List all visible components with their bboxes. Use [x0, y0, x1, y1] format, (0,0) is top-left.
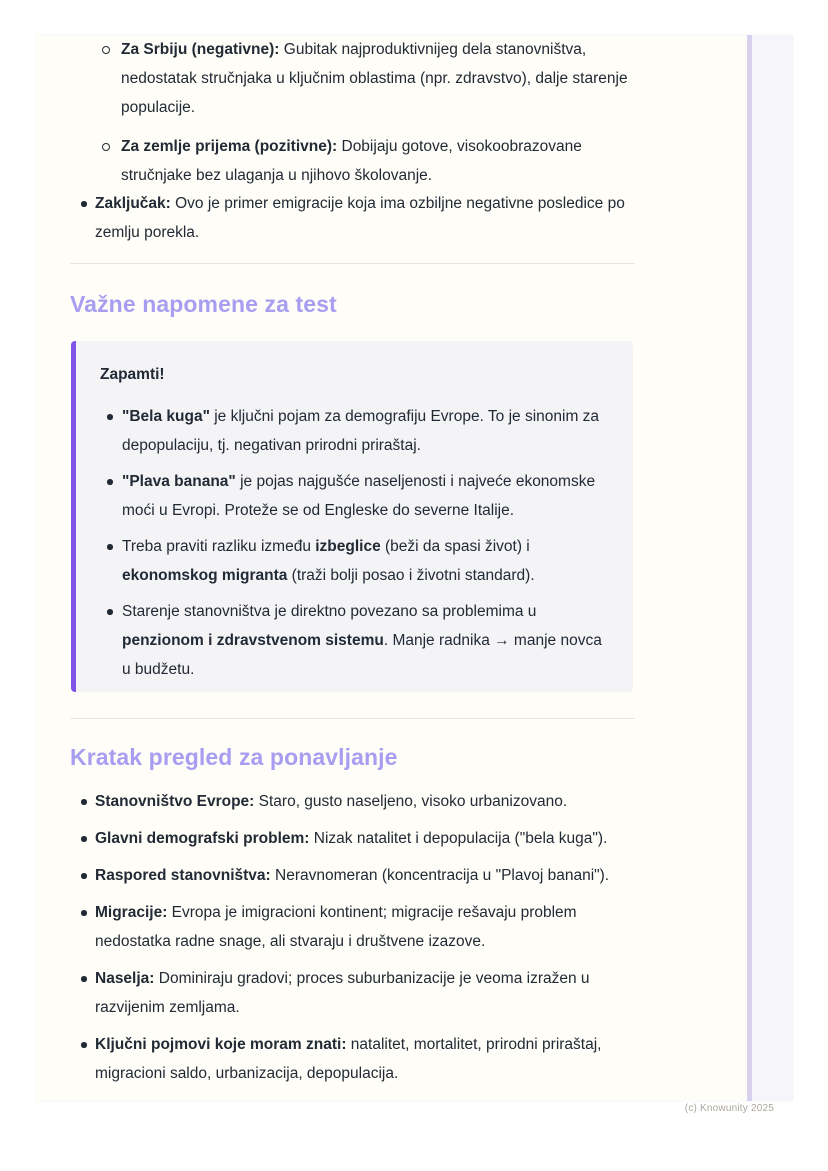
list-item [100, 532, 605, 590]
list-item [70, 1030, 635, 1088]
bullet-marker [81, 910, 87, 916]
list-item-text: "Plava banana" je pojas najgušće naseljenosti i najveće ekonomske moći u Evropi. Proteže se od Engleske do severne Italije. [122, 473, 596, 519]
bullet-marker [107, 609, 113, 615]
emigration-effects-sublist [70, 35, 635, 190]
bullet-marker [81, 1042, 87, 1048]
notes-section-heading: Važne napomene za test [70, 291, 337, 317]
list-item [70, 861, 635, 890]
bullet-marker [107, 479, 113, 485]
list-item-text: Ključni pojmovi koje moram znati: natalitet, mortalitet, prirodni priraštaj, migracioni saldo, urbanizacija, depopulacija. [95, 1036, 602, 1082]
bullet-marker [107, 544, 113, 550]
list-item [100, 467, 605, 525]
list-item-text: Raspored stanovništva: Neravnomeran (koncentracija u "Plavoj banani"). [95, 867, 610, 884]
bullet-marker [107, 414, 113, 420]
bullet-marker [102, 143, 110, 151]
review-list [70, 787, 635, 1088]
section-divider [70, 718, 635, 719]
list-item-text: Migracije: Evropa je imigracioni kontinent; migracije rešavaju problem nedostatka radne snage, ali stvaraju i društvene izazove. [95, 904, 577, 950]
remember-callout [71, 341, 633, 692]
list-item-text: Glavni demografski problem: Nizak natalitet i depopulacija ("bela kuga"). [95, 830, 608, 847]
callout-list [100, 402, 605, 684]
list-item-text: Zaključak: Ovo je primer emigracije koja ima ozbiljne negativne posledice po zemlju porekla. [95, 195, 625, 241]
list-item [70, 824, 635, 853]
callout-title: Zapamti! [100, 366, 165, 383]
bullet-marker [81, 873, 87, 879]
list-item-text: Naselja: Dominiraju gradovi; proces suburbanizacije je veoma izražen u razvijenim zemljama. [95, 970, 590, 1016]
list-item [100, 402, 605, 460]
list-item [100, 597, 605, 684]
bullet-marker [81, 836, 87, 842]
list-item-text: Treba praviti razliku između izbeglice (beži da spasi život) i ekonomskog migranta (traži bolji posao i životni standard). [122, 538, 535, 584]
bullet-marker [102, 46, 110, 54]
bullet-marker [81, 201, 87, 207]
list-item-text: Stanovništvo Evrope: Staro, gusto naseljeno, visoko urbanizovano. [95, 793, 568, 810]
review-section-heading: Kratak pregled za ponavljanje [70, 744, 398, 770]
list-item [70, 964, 635, 1022]
list-item [70, 189, 635, 247]
conclusion-list [70, 189, 635, 247]
list-item [70, 787, 635, 816]
bullet-marker [81, 799, 87, 805]
page-edge-strip [752, 35, 793, 1101]
list-item [70, 132, 635, 190]
list-item [70, 35, 635, 122]
list-item-text: "Bela kuga" je ključni pojam za demografiju Evrope. To je sinonim za depopulaciju, tj. negativan prirodni priraštaj. [122, 408, 600, 454]
list-item [70, 898, 635, 956]
list-item-text: Za Srbiju (negativne): Gubitak najproduktivnijeg dela stanovništva, nedostatak stručnjaka u ključnim oblastima (npr. zdravstvo), dalje starenje populacije. [121, 41, 628, 116]
copyright-credit: (c) Knowunity 2025 [684, 1103, 774, 1114]
section-divider [70, 263, 635, 264]
list-item-text: Starenje stanovništva je direktno povezano sa problemima u penzionom i zdravstvenom sistemu. Manje radnika → manje novca u budžetu. [122, 603, 602, 678]
bullet-marker [81, 976, 87, 982]
list-item-text: Za zemlje prijema (pozitivne): Dobijaju gotove, visokoobrazovane stručnjake bez ulaganja u njihovo školovanje. [121, 138, 582, 184]
